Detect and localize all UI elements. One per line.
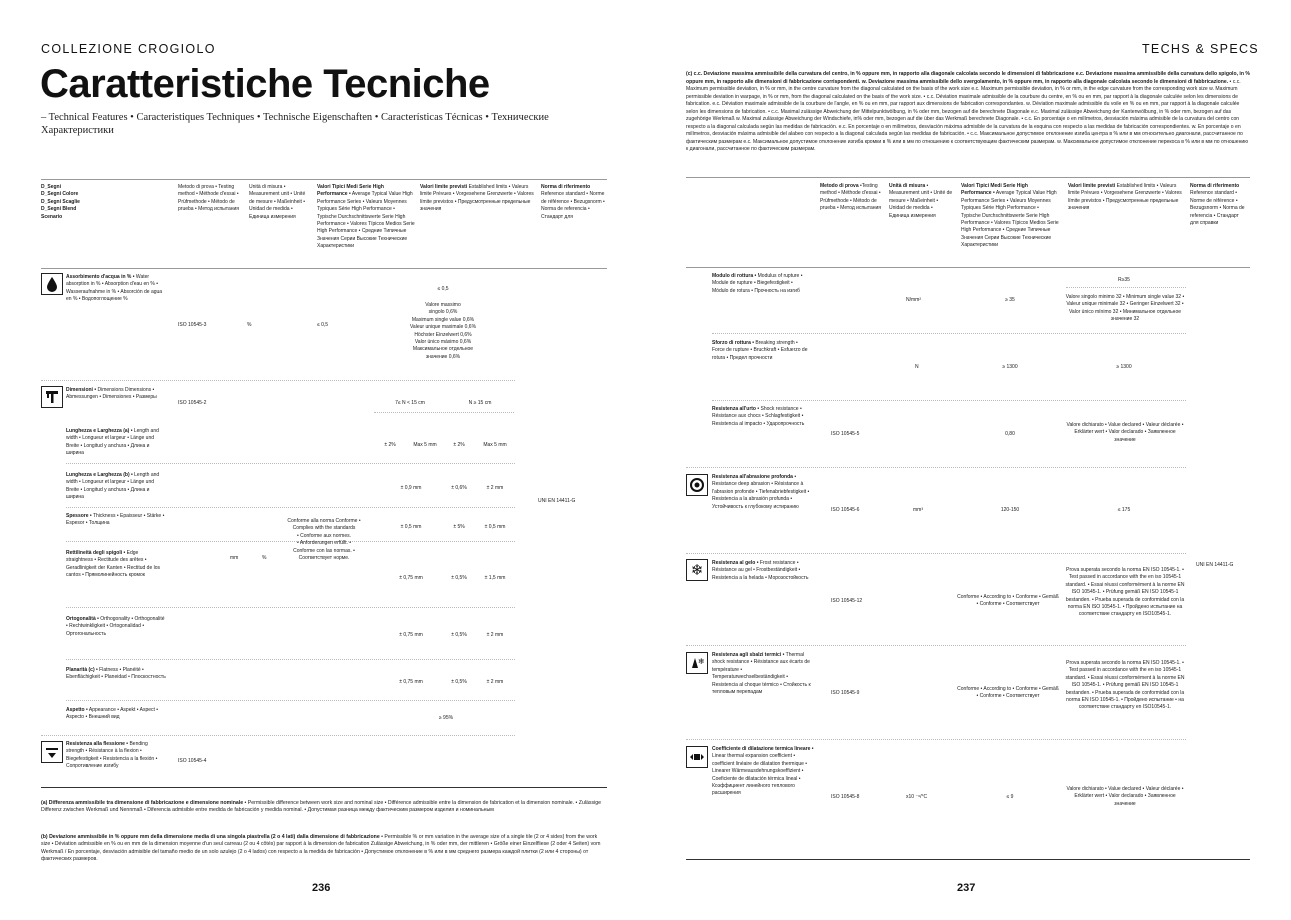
rupture-limit: Valore singolo minimo 32 • Minimum single value 32 • Valeur unique minimale 32 • Geringer Einzelwert 32 • Valor único mínimo 32 • Минимальное отдельное значение 32 xyxy=(1065,294,1185,323)
row-bold: Lunghezza e Larghezza (a) • xyxy=(66,428,133,434)
header-limits-bold: Valori limite previsti xyxy=(420,184,468,190)
conforme-line: Conforme con las normas. • xyxy=(293,547,355,554)
right-header-typical xyxy=(961,183,1059,250)
reference-standard: UNI EN 14411-G xyxy=(538,498,576,504)
shock-typical: 0,80 xyxy=(1005,431,1015,437)
dimensions-label xyxy=(66,387,164,402)
series-item: D_Segni xyxy=(41,184,62,190)
water-typical: ≤ 0,5 xyxy=(317,322,329,328)
breaking-typical: ≥ 1300 xyxy=(1002,364,1018,370)
right-header-bold: Metodo di prova xyxy=(820,183,859,189)
right-header-bold: Valori Tipici Medi Serie High Performance • xyxy=(961,183,1028,197)
abrasion-typical: 120-150 xyxy=(1000,507,1020,513)
abrasion-text: • Resistance deep abrasion • Résistance à l'abrasion profonde • Tiefenabriebfestigkeit • Resistencia a la abrasión profunda • Устойчивость к глубокому истиранию xyxy=(712,474,810,510)
dimensions-unit-mm: mm xyxy=(230,555,239,561)
right-header-text: Reference standard • Norme de référence • Bezugsnorm • Norma de referencia • Стандарт для справки xyxy=(1190,190,1245,227)
row-text: Length and width • Longueur et largeur • Länge und Breite • Longitud y anchura • Длина и ширина xyxy=(66,428,159,457)
bending-method: ISO 10545-4 xyxy=(178,758,207,764)
dimensions-range-small: 7≤ N < 15 cm xyxy=(395,400,425,406)
right-header-standard xyxy=(1190,183,1248,227)
row-value: ± 1,5 mm xyxy=(484,575,506,581)
water-limit-top: ≤ 0,5 xyxy=(437,286,449,292)
water-limit-line: Valeur unique maximale 0,6% xyxy=(409,324,477,331)
footnote-c-text: • c.c. Maximum permissible deviation, in % or mm, in the centre curvature from the diagonal calculated on the basis of the work size e.c. Maximum permissible deviation, in % or mm, in the edge curvature from the corresponding work size w. Maximum permissible deviation in warpage, in % or mm, from the diagonal calculated on the basis of the work size. • c.c. Déviation maximale admissible de la courbure du centre, en % ou en mm, par rapport à la diagonale calculée selon les dimensions de fabrication. e.c. Déviation maximale admissible de la courbure de l'angle, en % ou en mm, par rapport aux dimensions de fabrication correspondantes. w. Déviation maximale admissible du voile en % ou en mm, par rapport à la diagonale calculée selon les dimensions de fabrication. • c.c. Maximal zulässige Abweichung der Mittelpunktwölbung, in % oder mm, bezogen auf die berechnete Diagonale e.c. Maximal zulässige Abweichung der Kantenwölbung, in % oder mm, bezogen auf das zugehörige Werkmaß w. Maximal zulässige Abweichung der Windschiefe, in% oder mm, bezogen auf die über das Werkmaß berechnete Diagonale. • c.c. En porcentaje o en milímetros, desviación máxima admisible de la curvatura del centro con respecto a la diagonal calculada según las medidas de fabricación. e.c. En porcentaje o en milímetros, desviación máxima admisible de la curvatura de la esquina con respecto a las medidas de fabricación correspondientes. w. En porcentaje o en milímetros, desviación máxima admisible del alabeo con respecto a la diagonal calculada según las medidas de fabricación. • c.c. Максимальное допустимое отклонение изгиба центра в % или в мм относительно диагонали, рассчитанное по фактическим размерам e.c. Максимальное допустимое отклонение изгиба кромки в % или в мм по отношению к соответствующим фактическим размерам. w. Максимальное допустимое отклонение перекоса в % или в мм по отношению к диагонали, рассчитанное по фактическим размерам. xyxy=(686,78,1249,152)
frost-limit: Prova superata secondo la norma EN ISO 10545-1. • Test passed in accordance with the en iso 10545-1 standard. • Essai réussi conformément à la norme EN ISO 10545-1. • Prüfung gemäß EN ISO 10545-1 bestanden. • Prueba superada de conformidad con la norma EN ISO 10545-1. • Пройдено испытание на соответствие стандарту en ISO10545-1. xyxy=(1065,567,1185,618)
frost-method: ISO 10545-12 xyxy=(831,598,863,604)
series-item: D_Segni Colore xyxy=(41,191,79,198)
water-drop-icon xyxy=(41,273,63,295)
thermal-bold: Resistenza agli sbalzi termici • xyxy=(712,652,785,658)
row-value: ± 2 mm xyxy=(486,485,504,491)
header-typical-bold: Valori Tipici Medi Serie High Performance • xyxy=(317,184,384,198)
row-bold: Spessore • xyxy=(66,513,92,519)
breaking-unit: N xyxy=(915,364,919,370)
page-subtitle xyxy=(41,111,621,137)
row-value: ± 0,75 mm xyxy=(399,575,423,581)
header-limits-text: Established limits • Valeurs limite Prévues • Vorgesehene Grenzwerte • Valores límite previstos • Предусмотренные предельные значения xyxy=(420,184,534,213)
right-header-bold: Norma di riferimento xyxy=(1190,183,1240,189)
dimensions-range-large: N ≥ 15 cm xyxy=(468,400,492,406)
appearance-label xyxy=(66,707,166,722)
frost-bold: Resistenza al gelo • xyxy=(712,560,759,566)
water-limit-line: singolo 0,6% xyxy=(428,309,458,316)
right-header-text: Established limits • Valeurs limite Prévues • Vorgesehene Grenzwerte • Valores límite previstos • Предусмотренные предельные значения xyxy=(1068,183,1182,212)
rupture-typical: ≥ 35 xyxy=(1005,297,1015,303)
dimensions-text: Dimensions Dimensions • Abmessungen • Dimensiones • Размеры xyxy=(66,387,157,401)
bending-text: Bending strength • Résistance à la flexion • Biegefestigkeit • Resistencia a la flexión • Сопротивление изгибу xyxy=(66,741,158,770)
right-header-bold: Unità di misura xyxy=(889,183,926,189)
right-header-text: Average Typical Value High Performance Series • Valeurs Moyennes Typiques Série High Performance • Typische Durchschnittswerte Serie High Performance • Valores Típicos Medios Serie High Performance • Средние Типичные Значения Серии Высокие Технические Характеристики xyxy=(961,190,1059,249)
water-limit-line: Maximum single value 0,6% xyxy=(411,316,475,323)
rupture-limit-top: R≥35 xyxy=(1118,277,1130,283)
footnote-a-text: • Permissible difference between work size and nominal size • Différence admissible entre la dimension de fabrication et la dimension nominale. • Zulässige Differenz zwischen Werkmaß und Nennmaß • Diferencia admisible entre medida de fabricación y medida nominal. • Допустимая разница между фактическим размером изделия и номинальным xyxy=(41,800,601,814)
row-value: ± 2 mm xyxy=(486,632,504,638)
thermal-text: Thermal shock resistance • Résistance aux écarts de température • Temperaturwechselbeständigkeit • Resistencia al choque térmico • Стойкость к тепловым перепадам xyxy=(712,652,811,696)
abrasion-disc-icon xyxy=(686,474,708,496)
water-absorption-label xyxy=(66,274,164,304)
snowflake-icon: ❄ xyxy=(686,559,708,581)
rupture-label xyxy=(712,273,804,295)
dimensions-unit-pct: % xyxy=(262,555,267,561)
row-value: ± 2 mm xyxy=(486,679,504,685)
row-value: ± 0,75 mm xyxy=(399,679,423,685)
row-value: ± 0,5 mm xyxy=(484,524,506,530)
row-bold: Ortogonalità • xyxy=(66,616,99,622)
row-text: Thickness • Epaisseur • Stärke • Espesor • Толщина xyxy=(66,513,165,527)
conforme-line: • Anforderungen erfüllt. • xyxy=(296,540,352,547)
breaking-bold: Sforzo di rottura • xyxy=(712,340,755,346)
thermal-shock-icon xyxy=(686,652,708,674)
bending-label xyxy=(66,741,166,771)
svg-text:❄: ❄ xyxy=(698,657,705,666)
breaking-limit: ≥ 1300 xyxy=(1116,364,1132,370)
series-item: D_Segni Blend xyxy=(41,206,77,213)
abrasion-bold: Resistenza all'abrasione profonda xyxy=(712,474,793,480)
subtitle-line-2: Характеристики xyxy=(41,125,114,136)
header-typical-text: Average Typical Value High Performance Series • Valeurs Moyennes Typiques Série High Performance • Typische Durchschnittswerte Serie High Performance • Valores Típicos Medios Serie High Performance • Средние Типичные Значения Серии Высокие Технические Характеристики xyxy=(317,191,415,250)
conforme-line: Соответствует норме. xyxy=(298,555,350,562)
breaking-strength-label xyxy=(712,340,808,362)
footnote-b-text: • Permissible % or mm variation in the average size of a single tile (2 or 4 sides) from the work size • Déviation admissible en % ou en mm de la dimension moyenne d'un seul carreau (2 ou 4 côtés) par rapport à la dimension de fabrication Zulässige Abweichung, in % oder mm, der mittleren • Größe einer Einzelfliese (2 oder 4 Seiten) vom Werkmaß / En porcentaje, desviación admisible del tamaño medio de un solo azulejo (2 o 4 lados) con respecto a la medida de fabricación • Допустимое отклонение в % или в мм среднего размера каждой плитки (2 или 4 стороны) от фактических размеров. xyxy=(41,834,601,863)
row-value: ± 2% xyxy=(384,442,396,448)
page-number-right: 237 xyxy=(957,882,976,894)
dilatation-method: ISO 10545-8 xyxy=(831,794,860,800)
water-limit-line: значение 0,6% xyxy=(425,353,461,360)
row-value: ± 0,75 mm xyxy=(399,632,423,638)
page-title: Caratteristiche Tecniche xyxy=(40,62,490,106)
row-text: Appearance • Aspekt • Aspect • Aspecto • Внешний вид xyxy=(66,707,159,721)
row-bold: Planarità (c) • xyxy=(66,667,98,673)
row-value: ± 5% xyxy=(453,524,465,530)
row-bold: Aspetto • xyxy=(66,707,88,713)
conforme-line: Conforme alla norma Conforme • xyxy=(287,518,361,524)
frost-typical: Conforme • According to • Conforme • Gemäß • Conforme • Соответствует xyxy=(957,594,1059,608)
header-testing-method: Metodo di prova • Testing method • Méthode d'essai • Prüfmethode • Método de prueba • Метод испытания xyxy=(178,184,240,213)
shock-label xyxy=(712,406,814,428)
row-value: ± 0,9 mm xyxy=(400,485,422,491)
shock-method: ISO 10545-5 xyxy=(831,431,860,437)
bending-bold: Resistenza alla flessione • xyxy=(66,741,129,747)
dilatation-label xyxy=(712,746,814,798)
water-unit: % xyxy=(247,322,252,328)
abrasion-unit: mm³ xyxy=(913,507,923,513)
dilatation-limit: Valore dichiarato • Value declared • Valeur déclarée • Erklärter wert • Valor declarado • Заявленное значение xyxy=(1066,786,1184,807)
frost-label xyxy=(712,560,812,582)
dilatation-bold: Coefficiente di dilatazione termica lineare • xyxy=(712,746,814,752)
header-limits xyxy=(420,184,534,214)
row-bold: Rettilineità degli spigoli • xyxy=(66,550,126,556)
water-method: ISO 10545-3 xyxy=(178,322,207,328)
thermal-label xyxy=(712,652,814,696)
conforme-line: • Conforme aux normes. xyxy=(297,532,351,539)
right-reference-standard: UNI EN 14411-G xyxy=(1196,562,1234,568)
thermal-method: ISO 10545-9 xyxy=(831,690,860,696)
thermal-limit: Prova superata secondo la norma EN ISO 10545-1. • Test passed in accordance with the en iso 10545-1 standard. • Essai réussi conformément à la norme EN ISO 10545-1. • Prüfung gemäß EN ISO 10545-1 bestanden. • Prueba superada de conformidad con la norma EN ISO 10545-1. • Пройдено испытание • на соответствие стандарту en ISO10545-1. xyxy=(1065,660,1185,711)
dilatation-typical: ≤ 9 xyxy=(1006,794,1014,800)
length-width-a-label xyxy=(66,428,166,458)
header-standard-bold: Norma di riferimento xyxy=(541,184,591,190)
conforme-text xyxy=(278,518,370,562)
orthogonality-label xyxy=(66,616,166,638)
water-limit xyxy=(395,302,491,361)
water-limit-line: Valor único máximo 0,6% xyxy=(414,339,472,346)
bending-icon xyxy=(41,741,63,763)
water-absorption-text: Water absorption in % • Absorption d'eau en % • Wasseraufnahme in % • Absorción de agua en % • Водопоглощение % xyxy=(66,274,163,303)
right-header-text: • Measurement unit • Unité de mesure • Maßeinheit • Unidad de medida • Единица измерения xyxy=(889,183,953,219)
dilatation-unit: x10 ⁻⁶/°C xyxy=(906,794,928,800)
row-value: ± 0,5% xyxy=(451,575,467,581)
row-value: Max 5 mm xyxy=(413,442,437,448)
row-text: Edge straightness • Rectitude des arêtes • Geradlinigkeit der Kanten • Rectitud de los cantos • Прямолинейность кромок xyxy=(66,550,161,579)
footnote-b xyxy=(41,834,607,864)
header-standard-text: Reference standard • Norme de référence • Bezugsnorm • Norma de referencia • Стандарт для xyxy=(541,191,605,220)
shock-text: Shock resistance • Résistance aux chocs • Schlagfestigkeit • Resistencia al impacto • Ударопрочность xyxy=(712,406,805,427)
right-header-testing-method xyxy=(820,183,882,213)
edge-straightness-label xyxy=(66,550,166,580)
row-text: Length and width • Longueur et largeur • Länge und Breite • Longitud y anchura • Длина и ширина xyxy=(66,472,160,501)
thermal-expansion-icon xyxy=(686,746,708,768)
footnote-a xyxy=(41,800,607,815)
water-absorption-bold: Assorbimento d'acqua in % • xyxy=(66,274,135,280)
row-value: ≥ 95% xyxy=(438,715,454,721)
header-standard xyxy=(541,184,605,221)
row-text: Orthogonality • Orthogonalité • Rechtwinkligkeit • Ortogonalidad • Ортогональность xyxy=(66,616,165,637)
right-header-bold: Valori limite previsti xyxy=(1068,183,1116,189)
dimensions-method: ISO 10545-2 xyxy=(178,400,207,406)
series-item: D_Segni Scaglie xyxy=(41,198,80,205)
footnote-b-bold: (b) Deviazione ammissibile in % oppure mm della dimensione media di una singola piastrella (2 o 4 lati) dalla dimensione di fabbricazione xyxy=(41,834,380,840)
subtitle-line-1: – Technical Features • Caracteristiques Techniques • Technische Eigenschaften • Características Técnicas • Технические xyxy=(41,112,549,123)
series-item: Scenario xyxy=(41,213,63,220)
rupture-text: Modulus of rupture • Module de rupture • Biegefestigkeit • Módulo de rotura • Прочность на изгиб xyxy=(712,273,803,294)
ruler-caliper-icon xyxy=(41,386,63,408)
right-header-limits xyxy=(1068,183,1182,213)
series-list xyxy=(41,184,161,221)
right-header-unit xyxy=(889,183,953,220)
row-value: Max 5 mm xyxy=(483,442,507,448)
water-limit-line: Valore massimo xyxy=(425,302,461,308)
right-header-text: •Testing method • Méthode d'essai • Prüfmethode • Método de prueba • Метод испытания xyxy=(820,183,882,212)
row-value: ± 0,6% xyxy=(451,485,467,491)
shock-limit: Valore dichiarato • Value declared • Valeur déclarée • Erklärter wert • Valor declarado • Заявленное значение xyxy=(1066,422,1184,443)
dimensions-bold: Dimensioni • xyxy=(66,387,97,393)
rupture-bold: Modulo di rottura • xyxy=(712,273,757,279)
dilatation-text: Linear thermal expansion coefficient • coefficient linéaire de dilatation thermique • Linearer Wärmeausdehnungskoeffizient • Coeficiente de dilatación térmica lineal • Коэффициент линейного теплового расширения xyxy=(712,753,808,797)
abrasion-method: ISO 10545-6 xyxy=(831,507,860,513)
row-bold: Lunghezza e Larghezza (b) • xyxy=(66,472,133,478)
footnote-c-bold: (c) c.c. Deviazione massima ammissibile della curvatura del centro, in % oppure mm, in rapporto alla diagonale calcolata secondo le dimensioni di fabbricazione e.c. Deviazione massima ammissibile della curvatura dello spigolo, in % oppure mm, in rapporto alle dimensioni di fabbricazione corrispondenti. w. Deviazione massima ammissibile dello svergolamento, in % oppure mm, in rapporto alla diagonale calcolata secondo le dimensioni di fabbricazione. xyxy=(686,71,1250,85)
abrasion-limit: ≤ 175 xyxy=(1117,507,1131,513)
frost-text: Frost resistance • Résistance au gel • Frostbeständigkeit • Resistencia a la helada • Морозостойкость xyxy=(712,560,809,581)
row-value: ± 0,5% xyxy=(451,679,467,685)
conforme-line: Complies with the standards xyxy=(292,525,356,532)
footnote-c xyxy=(686,71,1250,154)
collection-kicker: COLLEZIONE CROGIOLO xyxy=(41,42,216,56)
thickness-label xyxy=(66,513,166,528)
row-text: Flatness • Planéité • Ebenflächigkeit • Planeidad • Плоскостность xyxy=(66,667,166,681)
thermal-typical: Conforme • According to • Conforme • Gemäß • Conforme • Соответствует xyxy=(957,686,1059,700)
header-unit: Unità di misura • Measurement unit • Unité de mesure • Maßeinheit • Unidad de medida • Единица измерения xyxy=(249,184,306,220)
water-limit-line: Höchster Einzelwert 0,6% xyxy=(414,331,472,338)
techs-specs-kicker: TECHS & SPECS xyxy=(1142,42,1259,56)
row-value: ± 0,5 mm xyxy=(400,524,422,530)
flatness-label xyxy=(66,667,166,682)
row-value: ± 2% xyxy=(453,442,465,448)
footnote-a-bold: (a) Differenza ammissibile tra dimensione di fabbricazione e dimensione nominale xyxy=(41,800,244,806)
rupture-unit: N/mm² xyxy=(906,297,921,303)
length-width-b-label xyxy=(66,472,166,502)
shock-bold: Resistenza all'urto • xyxy=(712,406,760,412)
water-limit-line: Максимальное отдельное xyxy=(412,346,474,353)
page-number-left: 236 xyxy=(312,882,331,894)
breaking-text: Breaking strength • Force de rupture • Bruchkraft • Esfuerzo de rotura • Предел прочности xyxy=(712,340,808,361)
row-value: ± 0,5% xyxy=(451,632,467,638)
abrasion-label xyxy=(712,474,812,511)
header-typical-values xyxy=(317,184,415,251)
